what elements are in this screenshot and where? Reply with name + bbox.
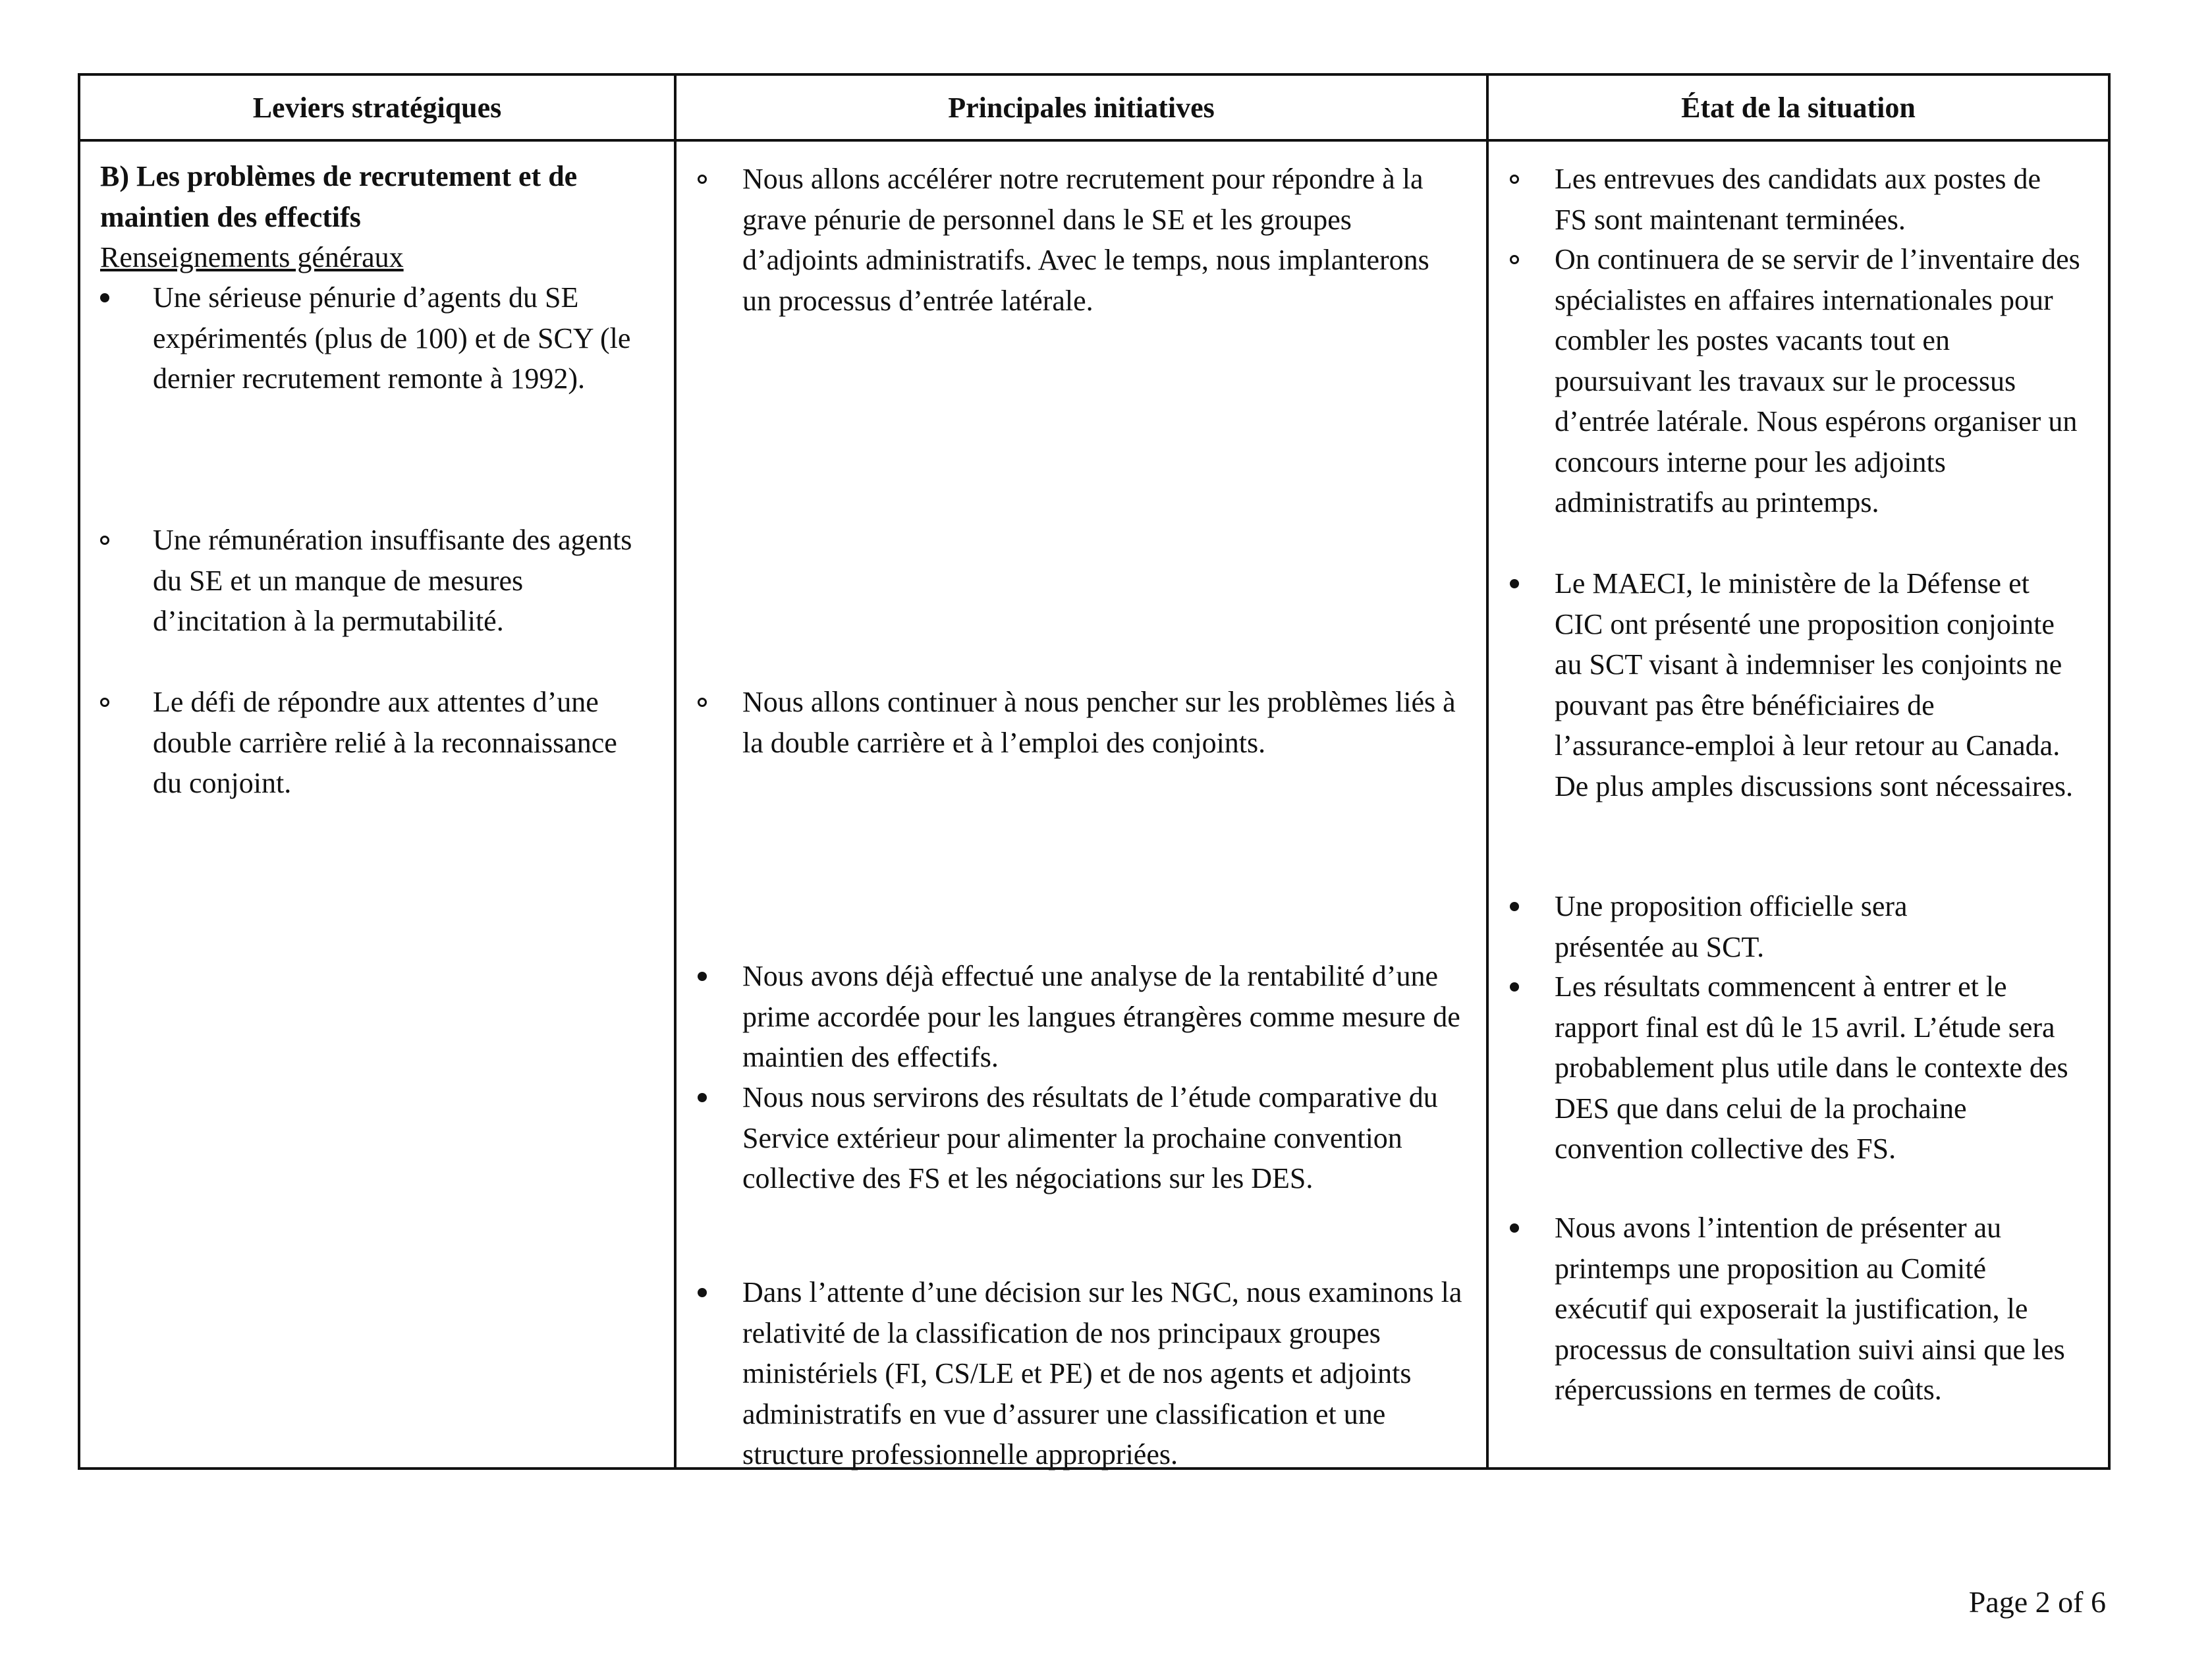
bullet-icon: [698, 1288, 707, 1297]
table-header-row: [79, 74, 2109, 140]
bullet-icon: [1510, 1223, 1519, 1233]
table-row: [79, 140, 2109, 1469]
bullet-icon: [698, 698, 707, 707]
section-title: B) Les problèmes de recrutement et de maintien des effectifs: [100, 160, 578, 233]
header-initiatives: Principales initiatives: [675, 74, 1487, 140]
bullet-icon: [1510, 982, 1519, 992]
bullet-icon: [100, 698, 109, 707]
leviers-cell: B) Les problèmes de recrutement et de maintien des effectifs Renseignements généraux Une sérieuse pénurie d’agents du SE expérimentés (plus de 100) et de SCY (le dernier recrutement remonte à 1992). Une rémunération insuffisante des agents du SE et un manque de mesures d’incitation à la permutabilité. Le défi de répondre aux attentes d’une double carrière relié à la reconnaissance du conjoint.: [79, 140, 675, 1469]
bullet-icon: [1510, 902, 1519, 911]
bullet-icon: [698, 972, 707, 981]
header-etat: État de la situation: [1487, 74, 2109, 140]
bullet-icon: [100, 293, 109, 302]
header-leviers: Leviers stratégiques: [79, 74, 675, 140]
strategy-table: [78, 73, 2111, 1470]
bullet-icon: [1510, 255, 1519, 264]
section-subtitle: Renseignements généraux: [100, 241, 404, 273]
bullet-icon: [698, 175, 707, 184]
etat-cell: Les entrevues des candidats aux postes de FS sont maintenant terminées. On continuera de se servir de l’inventaire des spécialistes en affaires internationales pour combler les postes vacants tout en poursuivant les travaux sur le processus d’entrée latérale. Nous espérons organiser un concours interne pour les adjoints administratifs au printemps. Le MAECI, le ministère de la Défense et CIC ont présenté une proposition conjointe au SCT visant à indemniser les conjoints ne pouvant pas être bénéficiaires de l’assurance-emploi à leur retour au Canada. De plus amples discussions sont nécessaires. Une proposition officielle sera présentée au SCT. Les résultats commencent à entrer et le rapport final est dû le 15 avril. L’étude sera probablement plus utile dans le contexte des DES que dans celui de la prochaine convention collective des FS. Nous avons l’intention de présenter au printemps une proposition au Comité exécutif qui exposerait la justification, le processus de consultation suivi ainsi que les répercussions en termes de coûts.: [1487, 140, 2109, 1469]
initiatives-cell: Nous allons accélérer notre recrutement pour répondre à la grave pénurie de personnel dans le SE et les groupes d’adjoints administratifs. Avec le temps, nous implanterons un processus d’entrée latérale. Nous allons continuer à nous pencher sur les problèmes liés à la double carrière et à l’emploi des conjoints. Nous avons déjà effectué une analyse de la rentabilité d’une prime accordée pour les langues étrangères comme mesure de maintien des effectifs. Nous nous servirons des résultats de l’étude comparative du Service extérieur pour alimenter la prochaine convention collective des FS et les négociations sur les DES. Dans l’attente d’une décision sur les NGC, nous examinons la relativité de la classification de nos principaux groupes ministériels (FI, CS/LE et PE) et de nos agents et adjoints administratifs en vue d’assurer une classification et une structure professionnelle appropriées.: [675, 140, 1487, 1469]
page-number: Page 2 of 6: [1968, 1585, 2106, 1619]
bullet-icon: [1510, 579, 1519, 588]
bullet-icon: [100, 536, 109, 545]
bullet-icon: [698, 1093, 707, 1102]
bullet-icon: [1510, 175, 1519, 184]
